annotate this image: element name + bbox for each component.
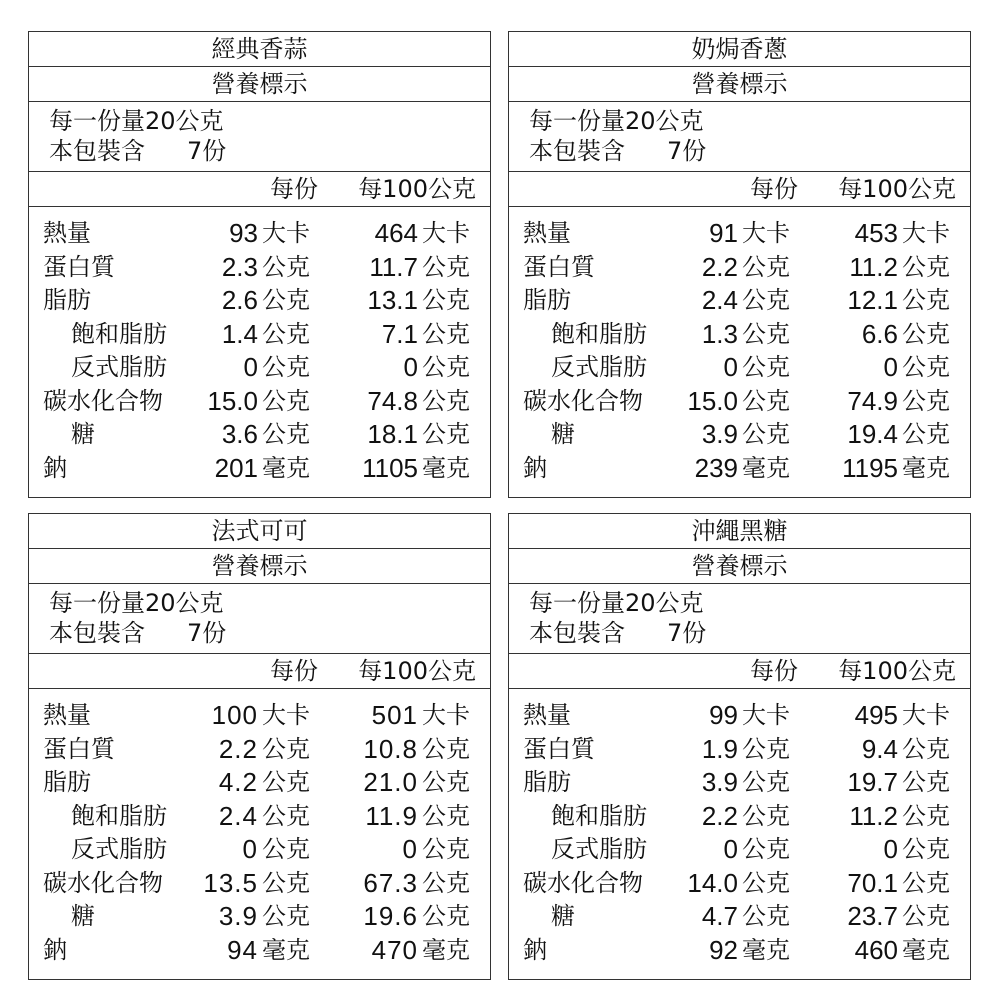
nutrient-row [509,699,970,733]
nutrient-row [509,800,970,834]
per-serving-value: 2.2 [218,733,258,764]
nutrient-row [29,418,490,452]
nutrient-name: 熱量 [43,219,91,247]
per-100g-value: 10.8 [363,733,418,764]
nutrient-name: 脂肪 [43,286,91,314]
nutrient-name: 碳水化合物 [523,386,643,415]
per-100g-value: 0 [402,834,418,864]
nutrient-row [29,351,490,385]
nutrient-name: 脂肪 [523,286,571,314]
per-100g-unit: 公克 [902,386,950,415]
col-per-100g: 每100公克 [358,175,476,203]
per-100g-value: 21.0 [363,767,418,797]
per-100g-unit: 公克 [422,252,470,281]
per-serving-unit: 毫克 [742,453,790,482]
per-100g-unit: 大卡 [902,701,950,729]
column-header [509,172,970,207]
panel-subtitle: 營養標示 [509,549,970,584]
panel-title: 經典香蒜 [29,32,490,67]
per-100g-value: 0 [403,352,418,382]
per-100g-value: 470 [371,934,418,965]
per-serving-unit: 公克 [742,319,790,348]
per-serving-value: 1.4 [221,318,258,349]
per-100g-unit: 公克 [422,386,470,415]
nutrient-name: 飽和脂肪 [551,319,647,348]
per-100g-unit: 公克 [422,286,470,314]
nutrient-name: 蛋白質 [43,252,115,281]
per-serving-value: 94 [227,934,258,965]
panel-subtitle: 營養標示 [29,67,490,102]
per-serving-unit: 公克 [742,286,790,314]
package-value: 7份 [667,137,707,165]
nutrient-row [29,318,490,352]
nutrient-row [509,418,970,452]
per-serving-unit: 公克 [742,386,790,415]
per-serving-value: 2.2 [701,251,738,282]
col-per-100g: 每100公克 [838,175,956,203]
nutrient-name: 碳水化合物 [43,386,163,415]
per-100g-unit: 公克 [902,868,950,897]
per-100g-unit: 公克 [902,768,950,796]
per-100g-value: 501 [371,700,418,730]
nutrition-panel [508,31,971,498]
per-100g-value: 67.3 [363,867,418,898]
per-100g-unit: 公克 [902,252,950,281]
serving-info [509,584,970,654]
per-100g-value: 19.7 [847,767,898,797]
nutrient-name: 熱量 [523,701,571,729]
per-serving-value: 4.7 [701,901,738,931]
nutrient-name: 脂肪 [43,768,91,796]
column-header [29,172,490,207]
nutrient-row [29,733,490,767]
column-header [509,654,970,689]
per-serving-value: 3.6 [221,419,258,449]
per-100g-unit: 公克 [422,420,470,448]
per-serving-value: 14.0 [687,867,738,898]
per-100g-unit: 大卡 [422,701,470,729]
nutrient-row [29,867,490,901]
nutrient-name: 糖 [71,902,95,930]
nutrient-name: 糖 [551,420,575,448]
package-label: 本包裝含 [49,137,145,165]
panel-title: 沖繩黑糖 [509,514,970,549]
per-serving-unit: 大卡 [262,219,310,247]
nutrient-name: 反式脂肪 [71,835,167,863]
per-serving-value: 0 [242,834,258,864]
per-100g-value: 1195 [842,452,898,483]
per-serving-unit: 公克 [262,801,310,830]
per-serving-unit: 公克 [262,734,310,763]
per-serving-unit: 毫克 [262,453,310,482]
per-100g-value: 6.6 [861,318,898,349]
nutrient-row [509,351,970,385]
per-100g-unit: 毫克 [422,935,470,964]
per-100g-unit: 公克 [902,902,950,930]
per-100g-value: 1105 [362,452,418,483]
per-serving-value: 0 [723,834,738,864]
per-100g-unit: 公克 [422,319,470,348]
nutrition-panel [28,31,491,498]
per-100g-value: 11.2 [849,251,898,282]
nutrient-row [29,284,490,318]
per-serving-value: 15.0 [207,385,258,416]
serving-info [29,584,490,654]
col-per-serving: 每份 [750,657,798,685]
panel-title: 奶焗香蔥 [509,32,970,67]
nutrient-row [509,934,970,968]
nutrition-panel [28,513,491,980]
per-serving-value: 2.4 [218,800,258,831]
per-100g-unit: 公克 [902,835,950,863]
per-serving-value: 1.9 [701,733,738,764]
nutrient-name: 鈉 [43,453,67,482]
nutrient-name: 脂肪 [523,768,571,796]
panel-subtitle: 營養標示 [29,549,490,584]
nutrient-name: 糖 [71,420,95,448]
package-value: 7份 [187,619,227,647]
nutrient-name: 蛋白質 [43,734,115,763]
per-100g-unit: 公克 [902,420,950,448]
per-serving-unit: 公克 [262,252,310,281]
per-100g-unit: 大卡 [902,219,950,247]
nutrient-row [29,385,490,419]
serving-size: 每一份量20公克 [529,107,704,135]
per-100g-value: 7.1 [381,318,418,349]
nutrient-name: 蛋白質 [523,734,595,763]
serving-size: 每一份量20公克 [49,589,224,617]
per-serving-value: 2.6 [221,285,258,315]
nutrient-name: 反式脂肪 [71,353,167,381]
per-serving-value: 0 [243,352,258,382]
serving-info [29,102,490,172]
per-serving-unit: 公克 [742,801,790,830]
per-serving-unit: 公克 [262,420,310,448]
per-serving-unit: 公克 [262,902,310,930]
nutrient-row [29,900,490,934]
per-serving-unit: 公克 [742,768,790,796]
nutrient-name: 糖 [551,902,575,930]
col-per-serving: 每份 [270,657,318,685]
per-100g-value: 18.1 [367,419,418,449]
per-100g-unit: 大卡 [422,219,470,247]
per-serving-value: 91 [709,218,738,248]
per-serving-value: 2.2 [701,800,738,831]
per-serving-unit: 公克 [742,420,790,448]
col-per-100g: 每100公克 [358,657,476,685]
nutrient-row [509,318,970,352]
per-100g-unit: 公克 [902,801,950,830]
nutrient-row [29,766,490,800]
nutrient-row [509,217,970,251]
per-100g-value: 23.7 [847,901,898,931]
per-serving-unit: 公克 [742,353,790,381]
per-100g-value: 19.4 [847,419,898,449]
per-100g-value: 0 [883,352,898,382]
nutrient-name: 飽和脂肪 [551,801,647,830]
nutrient-row [509,900,970,934]
per-100g-value: 12.1 [847,285,898,315]
per-100g-unit: 公克 [902,353,950,381]
per-100g-value: 464 [374,218,418,248]
per-serving-unit: 公克 [742,252,790,281]
nutrient-row [29,934,490,968]
per-serving-unit: 毫克 [262,935,310,964]
col-per-serving: 每份 [750,175,798,203]
per-100g-unit: 公克 [422,801,470,830]
per-100g-value: 74.8 [367,385,418,416]
nutrient-table [29,689,490,979]
per-serving-unit: 公克 [262,835,310,863]
per-100g-value: 13.1 [367,285,418,315]
per-100g-unit: 公克 [422,835,470,863]
nutrient-name: 碳水化合物 [523,868,643,897]
per-serving-unit: 大卡 [742,219,790,247]
panel-title: 法式可可 [29,514,490,549]
per-serving-value: 4.2 [218,767,258,797]
panel-subtitle: 營養標示 [509,67,970,102]
per-100g-value: 11.7 [369,251,418,282]
nutrient-row [509,766,970,800]
nutrient-row [29,699,490,733]
per-serving-unit: 大卡 [742,701,790,729]
per-serving-value: 3.9 [218,901,258,931]
per-serving-value: 100 [211,700,258,730]
nutrient-row [509,867,970,901]
per-100g-unit: 公克 [902,319,950,348]
per-100g-value: 70.1 [847,867,898,898]
nutrient-name: 鈉 [43,935,67,964]
per-100g-unit: 公克 [422,902,470,930]
per-100g-value: 19.6 [363,901,418,931]
nutrient-table [509,689,970,979]
per-serving-unit: 公克 [742,902,790,930]
col-per-100g: 每100公克 [838,657,956,685]
per-serving-value: 239 [694,452,738,483]
per-100g-unit: 公克 [422,353,470,381]
nutrient-name: 鈉 [523,453,547,482]
nutrient-row [509,284,970,318]
nutrient-row [29,800,490,834]
per-100g-unit: 毫克 [902,935,950,964]
per-100g-value: 9.4 [861,733,898,764]
per-serving-unit: 公克 [262,868,310,897]
package-value: 7份 [667,619,707,647]
per-serving-value: 3.9 [701,419,738,449]
nutrient-table [509,207,970,497]
nutrient-row [29,217,490,251]
per-100g-value: 11.2 [849,800,898,831]
per-serving-unit: 公克 [262,768,310,796]
nutrient-row [29,833,490,867]
per-serving-value: 0 [723,352,738,382]
nutrient-row [509,733,970,767]
serving-size: 每一份量20公克 [49,107,224,135]
nutrient-name: 飽和脂肪 [71,801,167,830]
nutrient-name: 碳水化合物 [43,868,163,897]
per-100g-unit: 公克 [902,734,950,763]
per-100g-value: 495 [854,700,898,730]
per-serving-unit: 公克 [742,835,790,863]
per-serving-unit: 公克 [262,286,310,314]
per-serving-value: 93 [229,218,258,248]
per-100g-unit: 毫克 [902,453,950,482]
nutrient-table [29,207,490,497]
serving-info [509,102,970,172]
per-100g-value: 453 [854,218,898,248]
per-serving-value: 2.3 [221,251,258,282]
per-100g-unit: 公克 [902,286,950,314]
per-100g-unit: 公克 [422,868,470,897]
package-label: 本包裝含 [529,619,625,647]
per-serving-unit: 公克 [262,319,310,348]
nutrient-name: 熱量 [523,219,571,247]
col-per-serving: 每份 [270,175,318,203]
per-100g-unit: 毫克 [422,453,470,482]
per-serving-value: 13.5 [203,867,258,898]
per-100g-value: 460 [854,934,898,965]
per-serving-value: 2.4 [701,285,738,315]
per-100g-value: 11.9 [365,800,418,831]
nutrient-row [29,251,490,285]
per-100g-unit: 公克 [422,734,470,763]
package-value: 7份 [187,137,227,165]
nutrient-name: 熱量 [43,701,91,729]
nutrition-panel [508,513,971,980]
per-serving-unit: 公克 [262,386,310,415]
column-header [29,654,490,689]
nutrient-name: 飽和脂肪 [71,319,167,348]
package-label: 本包裝含 [529,137,625,165]
package-label: 本包裝含 [49,619,145,647]
per-serving-unit: 公克 [742,868,790,897]
nutrient-row [29,452,490,486]
nutrient-row [509,385,970,419]
per-100g-value: 74.9 [847,385,898,416]
nutrient-name: 鈉 [523,935,547,964]
per-serving-value: 3.9 [701,767,738,797]
nutrient-name: 反式脂肪 [551,835,647,863]
per-serving-value: 201 [214,452,258,483]
serving-size: 每一份量20公克 [529,589,704,617]
per-serving-unit: 公克 [262,353,310,381]
nutrient-row [509,833,970,867]
nutrient-name: 反式脂肪 [551,353,647,381]
per-serving-unit: 毫克 [742,935,790,964]
per-serving-unit: 大卡 [262,701,310,729]
nutrient-row [509,452,970,486]
nutrient-name: 蛋白質 [523,252,595,281]
per-100g-value: 0 [883,834,898,864]
per-100g-unit: 公克 [422,768,470,796]
per-serving-value: 99 [709,700,738,730]
per-serving-value: 92 [709,934,738,965]
nutrient-row [509,251,970,285]
per-serving-value: 15.0 [687,385,738,416]
per-serving-value: 1.3 [701,318,738,349]
per-serving-unit: 公克 [742,734,790,763]
